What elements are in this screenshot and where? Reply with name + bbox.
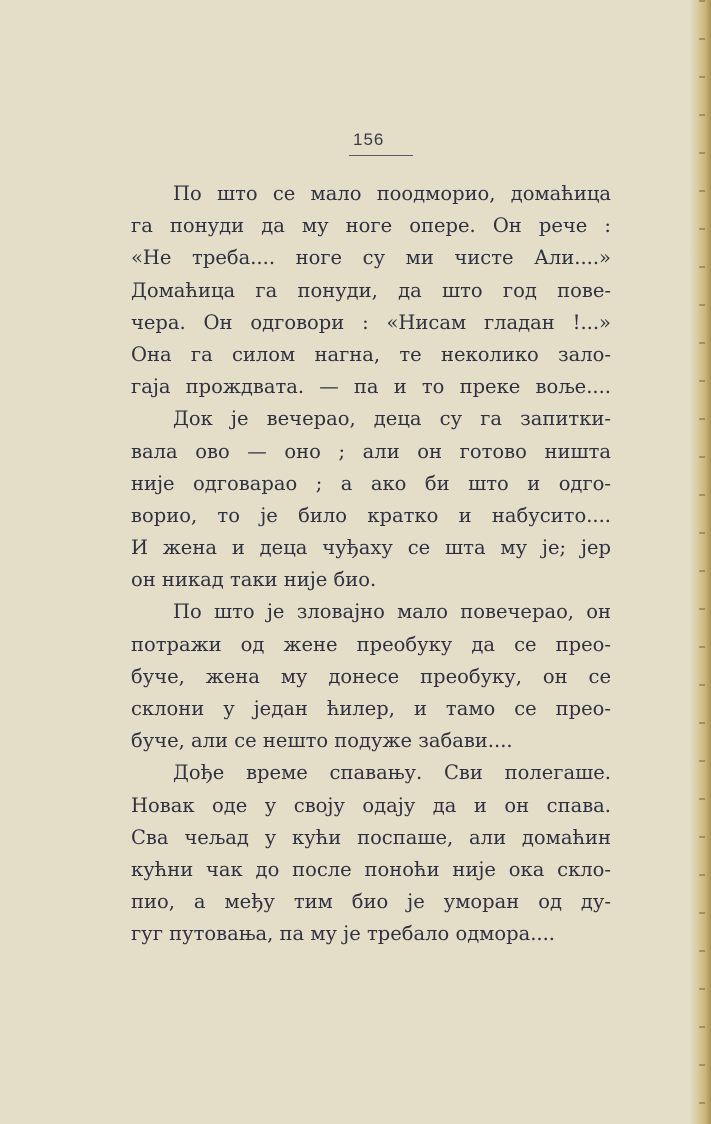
text-line: он никад таки није био. [131, 568, 377, 592]
text-line: вала ово — оно ; али он готово ништа [131, 439, 611, 463]
text-line: гаја прождвата. — па и то преке воље.... [131, 375, 611, 399]
text-line: кућни чак до после поноћи није ока скло- [131, 857, 611, 881]
page-edge-stains [699, 0, 705, 1124]
text-line: Домаћица га понуди, да што год пове- [131, 278, 611, 302]
text-line: није одговарао ; а ако би што и одго- [131, 471, 611, 495]
text-line: буче, али се нешто подуже забави.... [131, 729, 513, 753]
text-line: «Не треба.... ноге су ми чисте Али....» [131, 246, 611, 270]
text-line: потражи од жене преобуку да се прео- [131, 632, 611, 656]
text-line: буче, жена му донесе преобуку, он се [131, 664, 611, 688]
text-line: Дође време спавању. Сви полегаше. [173, 761, 611, 785]
text-line: И жена и деца чуђаху се шта му је; јер [131, 536, 611, 560]
body-text [131, 178, 611, 951]
text-line: чера. Он одговори : «Нисам гладан !...» [131, 310, 611, 334]
text-line: Новак оде у своју одају да и он спава. [131, 793, 611, 817]
page-number-rule [349, 155, 413, 156]
text-line: га понуди да му ноге опере. Он рече : [131, 214, 611, 238]
text-line: По што је зловајно мало повечерао, он [173, 600, 611, 624]
page-number: 156 [353, 130, 385, 149]
text-line: склони у један ћилер, и тамо се прео- [131, 697, 611, 720]
text-line: Она га силом нагна, те неколико зало- [131, 342, 611, 366]
text-line: Сва чељад у кући поспаше, али домаћин [131, 825, 611, 849]
text-line: гуг путовања, па му је требало одмора.... [131, 922, 556, 946]
text-line: По што се мало поодморио, домаћица [173, 182, 611, 205]
text-line: Док је вечерао, деца су га запитки- [173, 407, 611, 431]
text-line: ворио, то је било кратко и набусито.... [131, 503, 611, 527]
text-line: пио, а међу тим био је уморан од ду- [131, 890, 611, 914]
